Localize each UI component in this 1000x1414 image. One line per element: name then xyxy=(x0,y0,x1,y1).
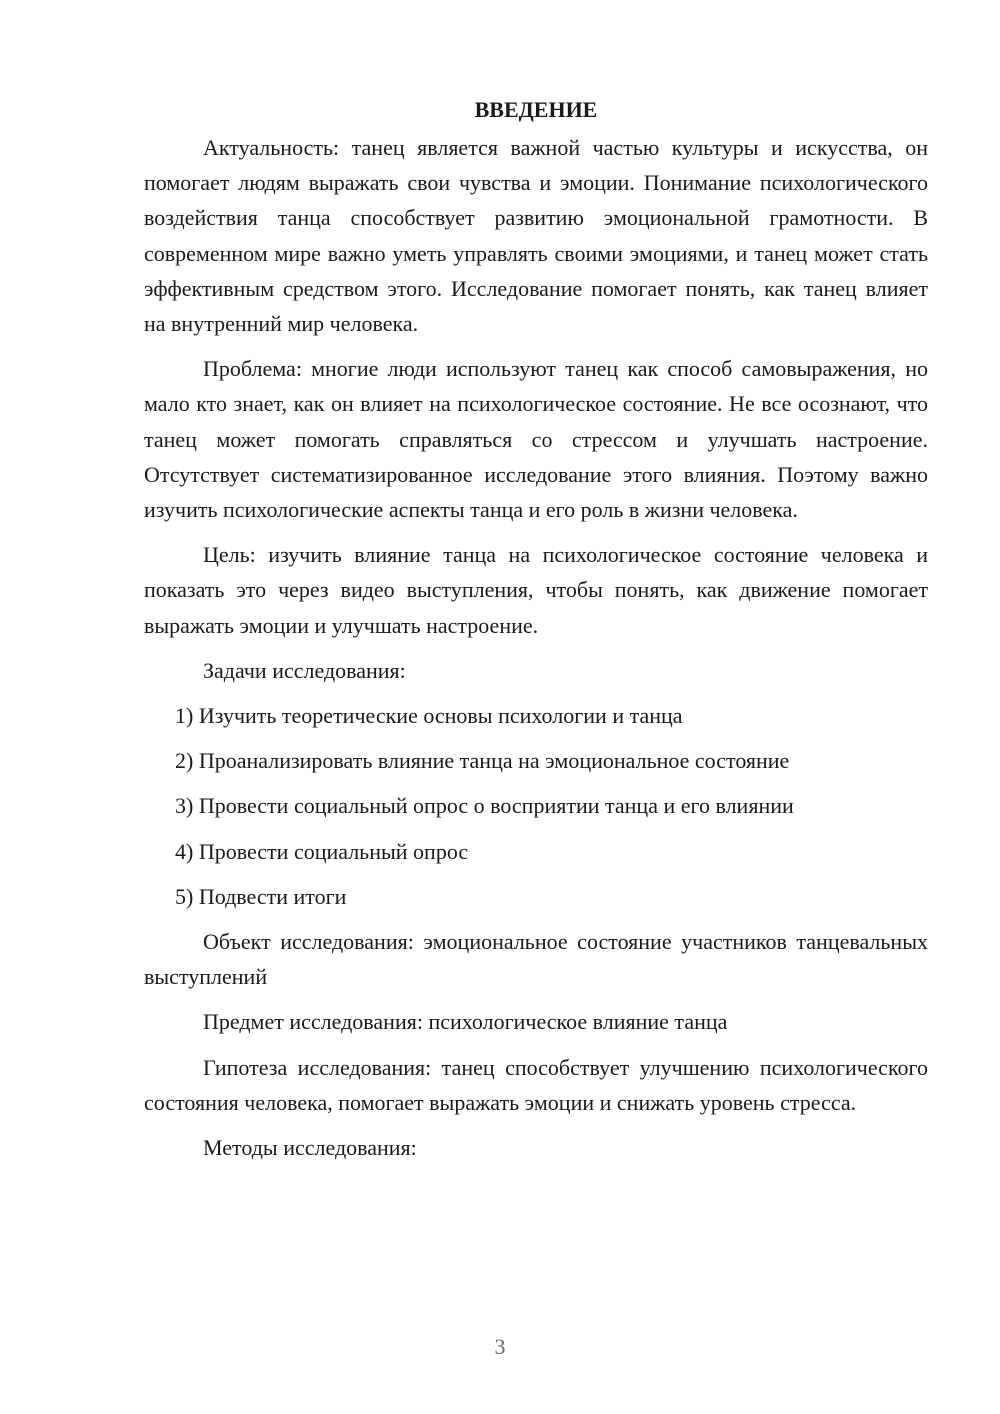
task-item: 1) Изучить теоретические основы психологии и танца xyxy=(175,703,683,729)
section-heading: ВВЕДЕНИЕ xyxy=(474,97,598,122)
page-number: 3 xyxy=(494,1334,506,1359)
tasks-label: Задачи исследования: xyxy=(203,657,406,683)
hypothesis-paragraph: Гипотеза исследования: танец способствует улучшению психологического состояния человека, помогает выражать эмоции и снижать уровень стресса. xyxy=(144,1054,928,1115)
task-item: 4) Провести социальный опрос xyxy=(175,838,469,864)
page-content xyxy=(144,92,928,1175)
goal-paragraph: Цель: изучить влияние танца на психологическое состояние человека и показать это через видео выступления, чтобы понять, как движение помогает выражать эмоции и улучшать настроение. xyxy=(144,542,928,638)
object-paragraph: Объект исследования: эмоциональное состояние участников танцевальных выступлений xyxy=(144,929,928,990)
methods-label: Методы исследования: xyxy=(203,1135,417,1161)
subject-paragraph: Предмет исследования: психологическое влияние танца xyxy=(203,1009,728,1035)
task-item: 5) Подвести итоги xyxy=(175,883,347,909)
task-item: 2) Проанализировать влияние танца на эмоциональное состояние xyxy=(175,748,790,774)
relevance-paragraph: Актуальность: танец является важной частью культуры и искусства, он помогает людям выражать свои чувства и эмоции. Понимание психологического воздействия танца способствует развитию эмоциональной грамотности. В современном мире важно уметь управлять своими эмоциями, и танец может стать эффективным средством этого. Исследование помогает понять, как танец влияет на внутренний мир человека. xyxy=(144,135,928,337)
problem-paragraph: Проблема: многие люди используют танец как способ самовыражения, но мало кто знает, как он влияет на психологическое состояние. Не все осознают, что танец может помогать справляться со стрессом и улучшать настроение. Отсутствует систематизированное исследование этого влияния. Поэтому важно изучить психологические аспекты танца и его роль в жизни человека. xyxy=(144,356,928,523)
task-item: 3) Провести социальный опрос о восприятии танца и его влиянии xyxy=(175,793,794,819)
